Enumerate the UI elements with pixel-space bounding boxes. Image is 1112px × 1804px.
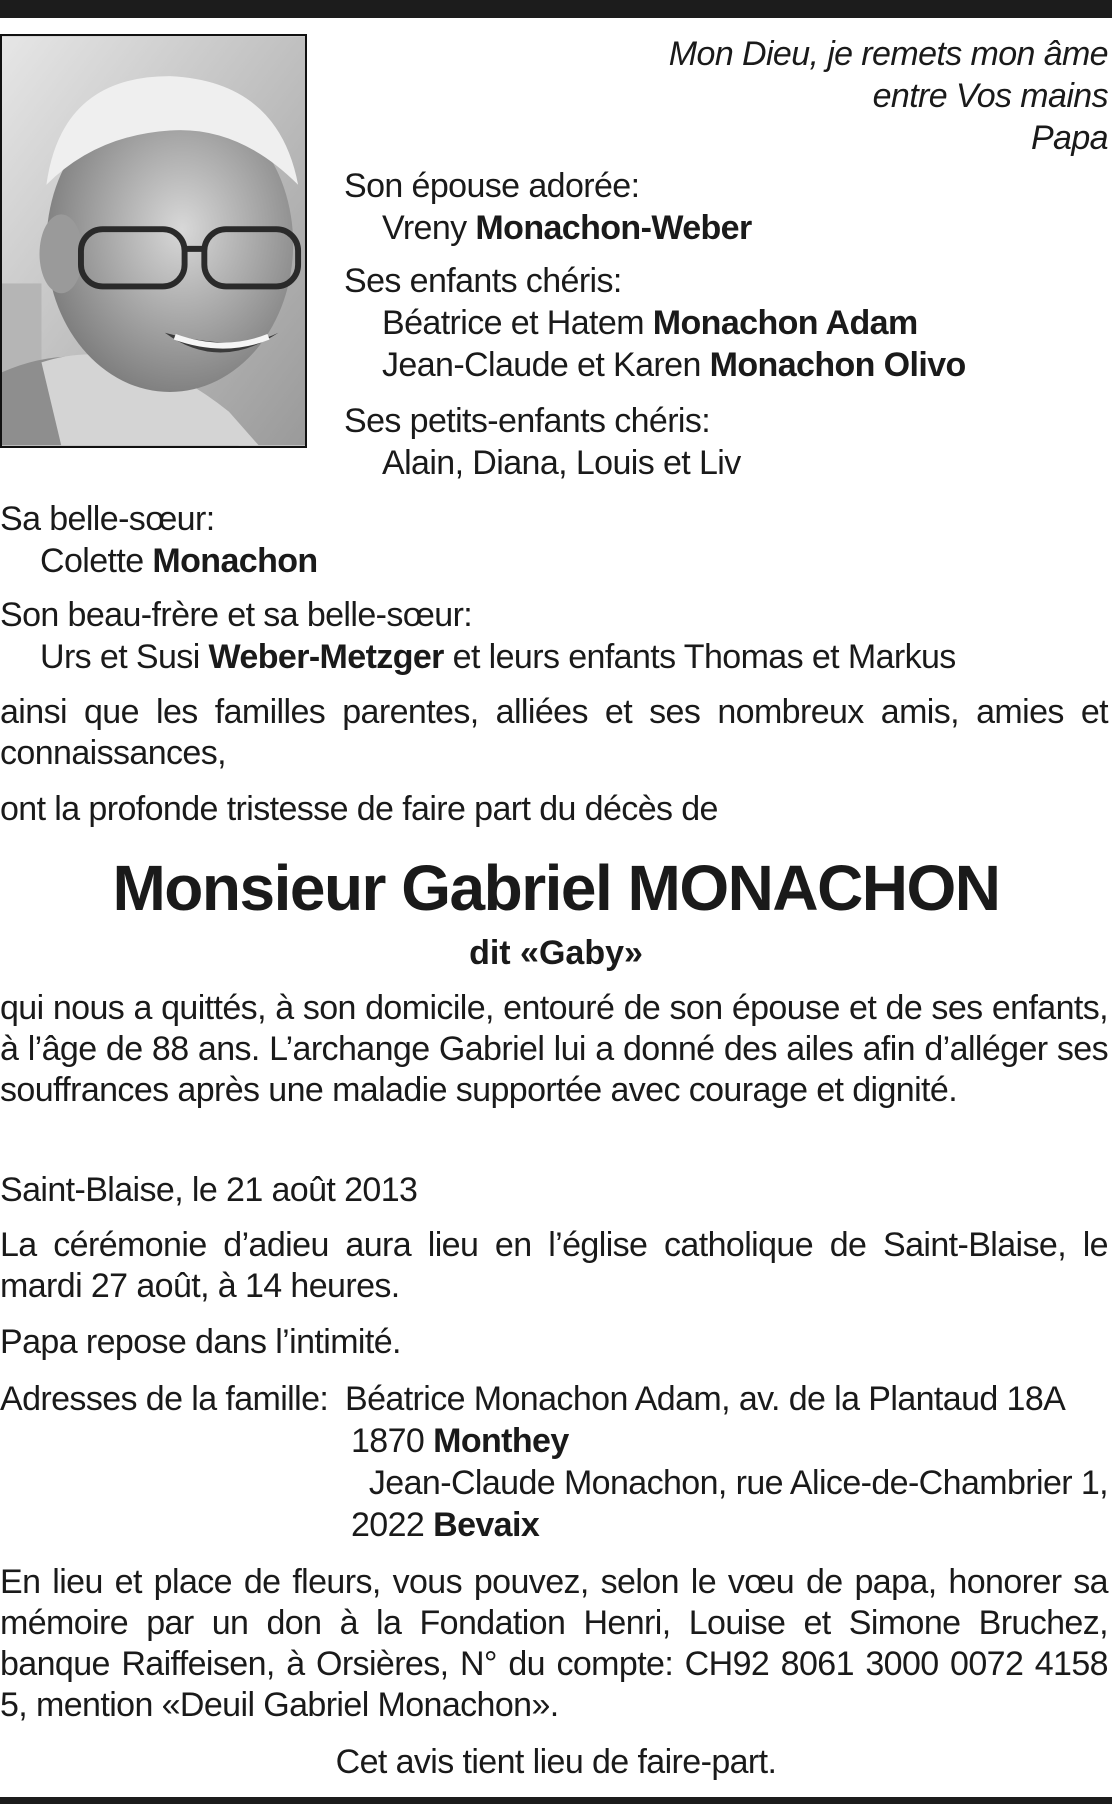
epigraph-line-2: entre Vos mains xyxy=(872,77,1108,115)
spouse-first-name: Vreny xyxy=(382,209,467,247)
extended-family-paragraph: ainsi que les familles parentes, alliées et ses nombreux amis, amies et connaissances, xyxy=(0,693,1108,772)
passage-paragraph: qui nous a quittés, à son domicile, entouré de son épouse et de ses enfants, à l’âge de 88 ans. L’archange Gabriel lui a donné des ailes afin d’alléger ses souffrances après une maladie supportée avec courage et dignité. xyxy=(0,989,1108,1109)
children-label: Ses enfants chéris: xyxy=(344,262,622,300)
place-date: Saint-Blaise, le 21 août 2013 xyxy=(0,1171,418,1209)
announcement-line: ont la profonde tristesse de faire part du décès de xyxy=(0,790,718,828)
address-1-line: Béatrice Monachon Adam, av. de la Plantaud 18A xyxy=(345,1380,1066,1418)
child-1-first: Béatrice et Hatem xyxy=(382,304,644,342)
deceased-nickname: dit «Gaby» xyxy=(469,934,643,972)
closing-line: Cet avis tient lieu de faire-part. xyxy=(335,1743,777,1781)
sister-in-law-label: Sa belle-sœur: xyxy=(0,500,215,538)
donation-paragraph: En lieu et place de fleurs, vous pouvez, selon le vœu de papa, honorer sa mémoire par un don à la Fondation Henri, Louise et Simone Bruchez, banque Raiffeisen, à Orsières, N° du compte: CH92 8061 3000 0072 4158 5, mention «Deuil Gabriel Monachon». xyxy=(0,1563,1108,1724)
rest-notice: Papa repose dans l’intimité. xyxy=(0,1323,401,1361)
child-2-last: Monachon Olivo xyxy=(709,346,966,384)
in-laws-first: Urs et Susi xyxy=(40,638,200,676)
child-2 xyxy=(382,344,966,386)
address-2-zip: 2022 xyxy=(351,1506,425,1544)
address-1-city-name: Monthey xyxy=(433,1422,569,1460)
address-label: Adresses de la famille: xyxy=(0,1380,329,1418)
spouse-last-name: Monachon-Weber xyxy=(475,209,752,247)
sister-in-law-name xyxy=(40,540,318,582)
spouse-name xyxy=(382,207,752,249)
child-1-last: Monachon Adam xyxy=(652,304,918,342)
epigraph-line-3: Papa xyxy=(1030,119,1108,157)
in-laws-label: Son beau-frère et sa belle-sœur: xyxy=(0,596,473,634)
ceremony-paragraph: La cérémonie d’adieu aura lieu en l’église catholique de Saint-Blaise, le mardi 27 août, à 14 heures. xyxy=(0,1226,1108,1305)
grandchildren-names: Alain, Diana, Louis et Liv xyxy=(382,444,741,482)
spouse-label: Son épouse adorée: xyxy=(344,167,640,205)
in-laws-last: Weber-Metzger xyxy=(208,638,444,676)
bottom-rule xyxy=(0,1797,1112,1804)
epigraph-line-1: Mon Dieu, je remets mon âme xyxy=(668,35,1108,73)
deceased-name: Monsieur Gabriel MONACHON xyxy=(112,852,1000,924)
portrait-illustration xyxy=(2,36,305,446)
address-2-city xyxy=(351,1504,539,1546)
in-laws-names xyxy=(40,636,956,678)
child-1 xyxy=(382,302,918,344)
address-1-zip: 1870 xyxy=(351,1422,425,1460)
address-1-city xyxy=(351,1420,569,1462)
in-laws-rest: et leurs enfants Thomas et Markus xyxy=(452,638,956,676)
child-2-first: Jean-Claude et Karen xyxy=(382,346,701,384)
sister-in-law-first: Colette xyxy=(40,542,144,580)
portrait-photo xyxy=(0,34,307,448)
address-2-line: Jean-Claude Monachon, rue Alice-de-Chambrier 1, xyxy=(368,1464,1108,1502)
address-2-city-name: Bevaix xyxy=(433,1506,540,1544)
grandchildren-label: Ses petits-enfants chéris: xyxy=(344,402,711,440)
top-rule xyxy=(0,0,1112,18)
sister-in-law-last: Monachon xyxy=(152,542,318,580)
